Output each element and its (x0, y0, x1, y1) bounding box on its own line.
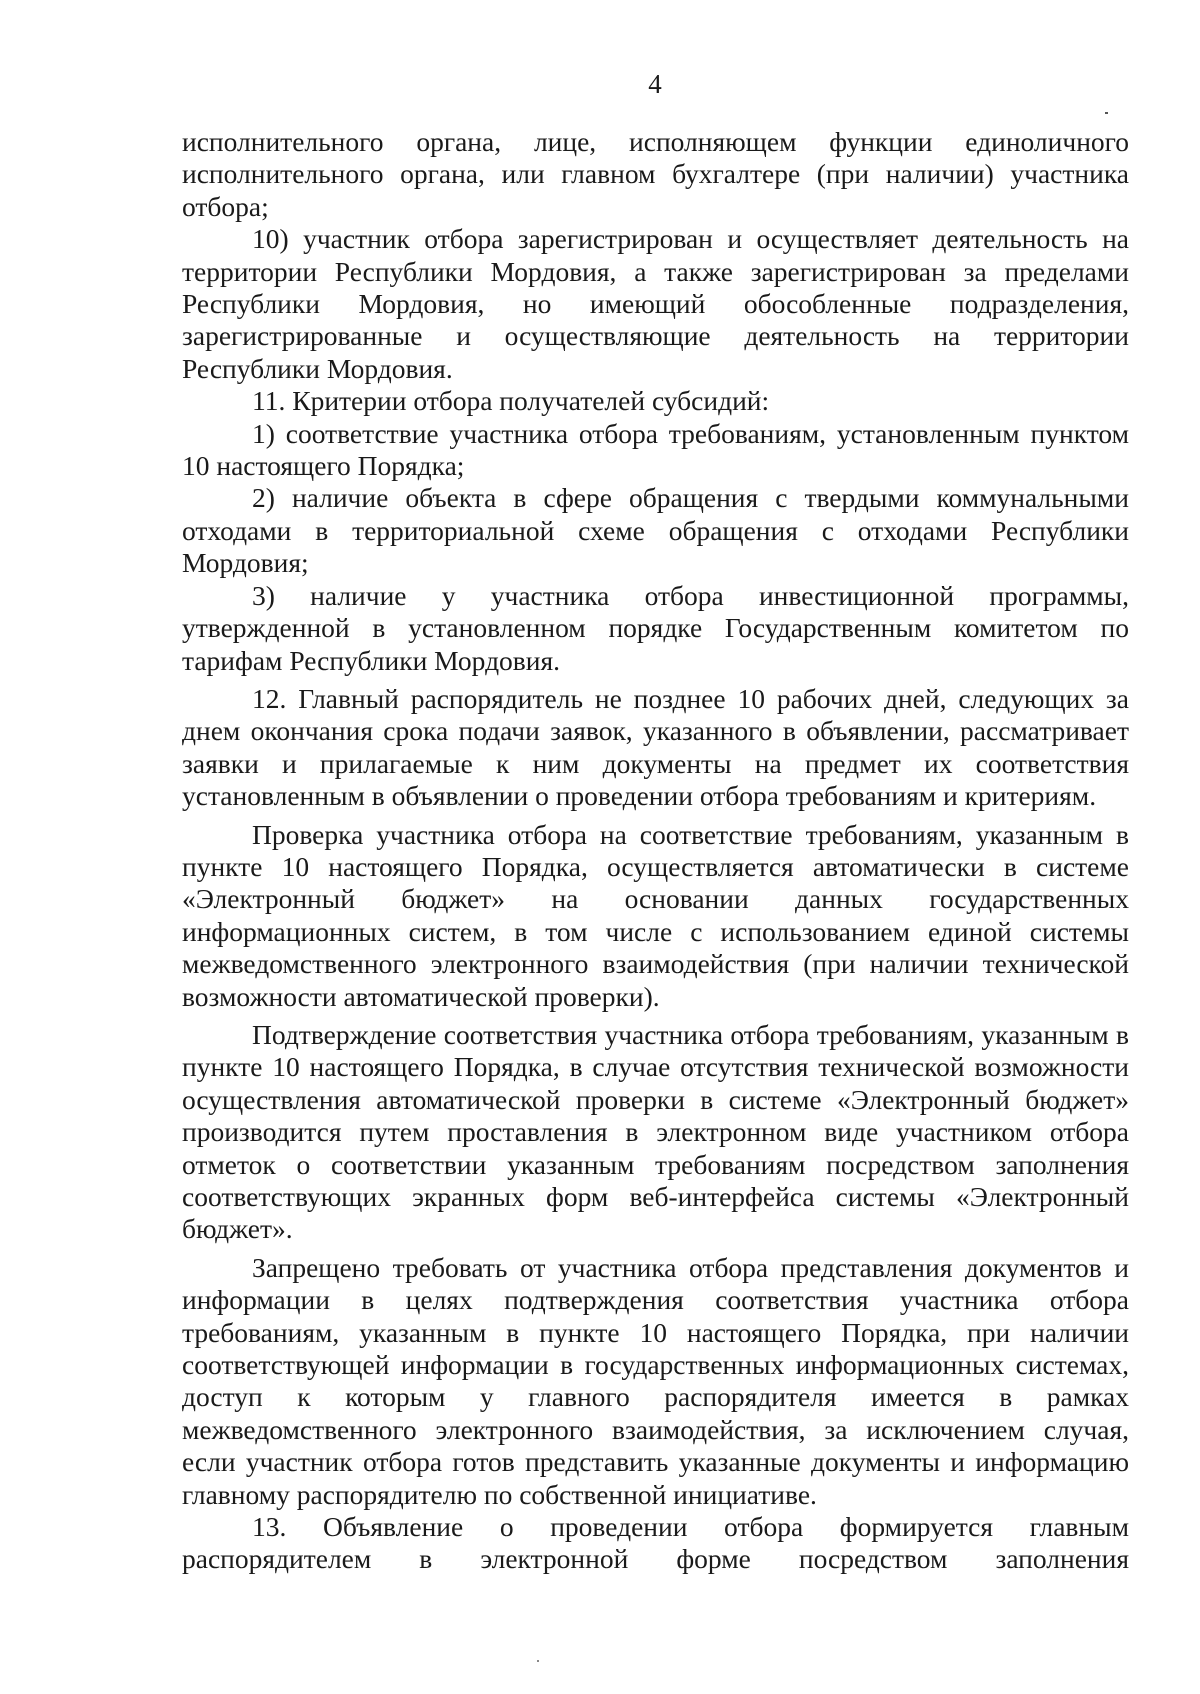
paragraph-item-10: 10) участник отбора зарегистрирован и осуществляет деятельность на территории Республики Мордовия, а также зарегистрирован за пределами Республики Мордовия, но имеющий обособленные подразделения, зарегистрированные и осуществляющие деятельность на территории Республики Мордовия. (182, 223, 1129, 384)
paragraph-criterion-2: 2) наличие объекта в сфере обращения с твердыми коммунальными отходами в территориальной схеме обращения с отходами Республики Мордовия; (182, 482, 1129, 579)
paragraph-verification: Проверка участника отбора на соответствие требованиям, указанным в пункте 10 настоящего Порядка, осуществляется автоматически в системе «Электронный бюджет» на основании данных государственных информационных систем, в том числе с использованием единой системы межведомственного электронного взаимодействия (при наличии технической возможности автоматической проверки). (182, 818, 1129, 1012)
page-number: 4 (648, 69, 662, 99)
scan-speck (1105, 112, 1108, 114)
paragraph-section-11: 11. Критерии отбора получателей субсидий: (252, 385, 770, 417)
paragraph-prohibition: Запрещено требовать от участника отбора представления документов и информации в целях подтверждения соответствия участника отбора требованиям, указанным в пункте 10 настоящего Порядка, при наличии соответствующей информации в государственных информационных системах, доступ к которым у главного распорядителя имеется в рамках межведомственного электронного взаимодействия, за исключением случая, если участник отбора готов представить указанные документы и информацию главному распорядителю по собственной инициативе. (182, 1251, 1129, 1510)
paragraph-confirmation: Подтверждение соответствия участника отбора требованиям, указанным в пункте 10 настоящего Порядка, в случае отсутствия технической возможности осуществления автоматической проверки в системе «Электронный бюджет» производится путем проставления в электронном виде участником отбора отметок о соответствии указанным требованиям посредством заполнения соответствующих экранных форм веб-интерфейса системы «Электронный бюджет». (182, 1018, 1129, 1245)
paragraph-criterion-3: 3) наличие у участника отбора инвестиционной программы, утвержденной в установленном порядке Государственным комитетом по тарифам Республики Мордовия. (182, 579, 1129, 676)
paragraph-continuation: исполнительного органа, лице, исполняющем функции единоличного исполнительного органа, или главном бухгалтере (при наличии) участника отбора; (182, 126, 1129, 222)
paragraph-section-12: 12. Главный распорядитель не позднее 10 рабочих дней, следующих за днем окончания срока подачи заявок, указанного в объявлении, рассматривает заявки и прилагаемые к ним документы на предмет их соответствия установленным в объявлении о проведении отбора требованиям и критериям. (182, 682, 1129, 812)
paragraph-section-13: 13. Объявление о проведении отбора формируется главным распорядителем в электронной форме посредством заполнения (182, 1511, 1129, 1575)
document-body (182, 126, 1129, 1576)
paragraph-criterion-1: 1) соответствие участника отбора требованиям, установленным пунктом 10 настоящего Порядка; (182, 417, 1129, 482)
scan-speck-bottom (537, 1660, 539, 1662)
